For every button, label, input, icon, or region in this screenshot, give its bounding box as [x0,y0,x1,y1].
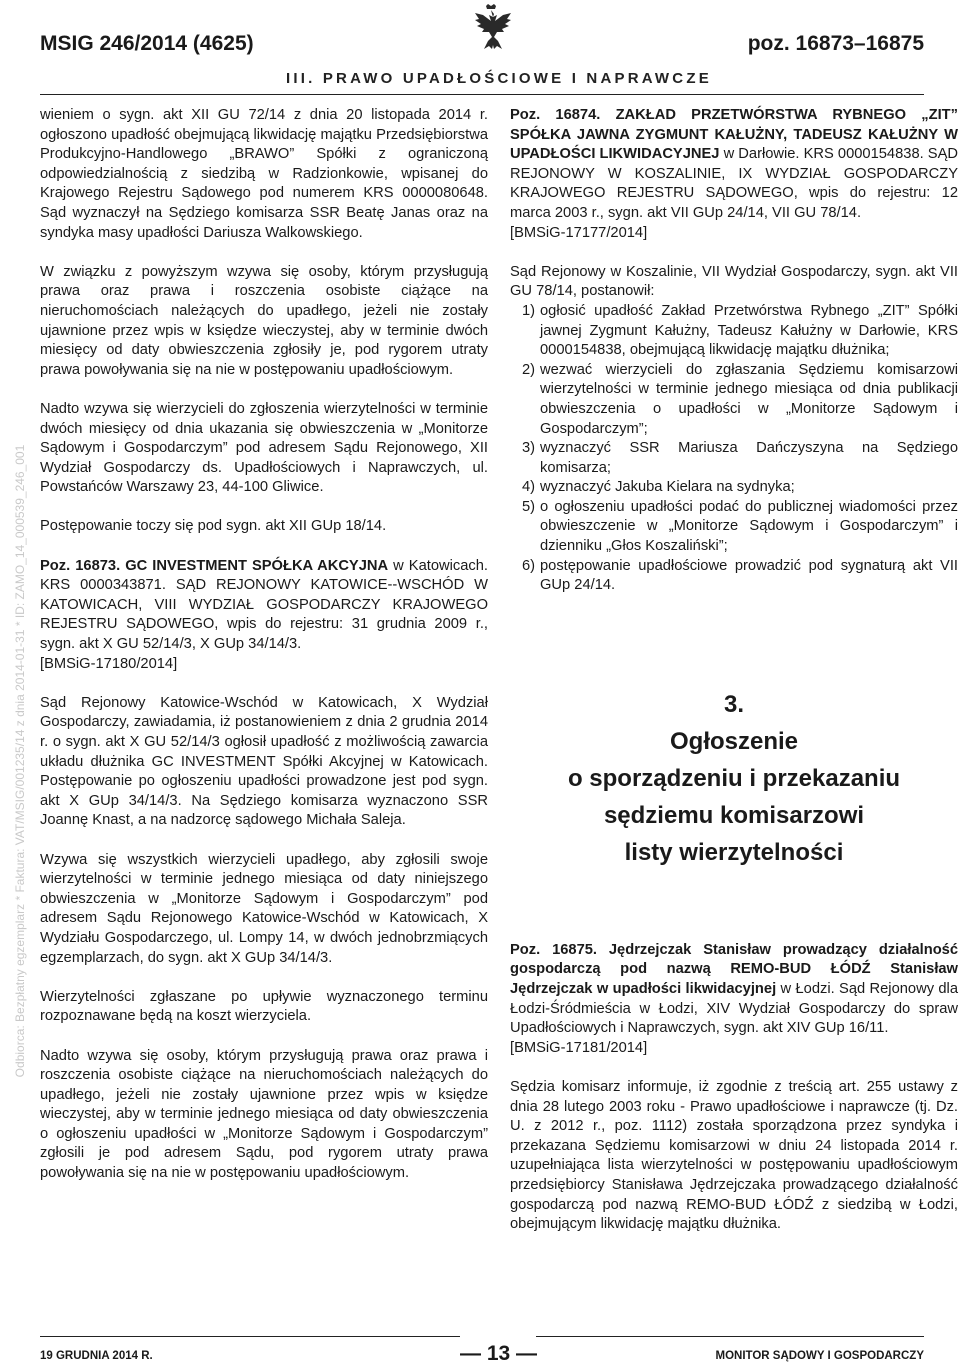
paragraph: Sędzia komisarz informuje, iż zgodnie z treścią art. 255 ustawy z dnia 28 lutego 2003 roku - Prawo upadłościowe i naprawcze (tj. Dz. U. z 2012 r., poz. 1112) została sporządzona przez syndyka i przekazana Sędziemu komisarzowi w dniu 24 listopada 2014 r. uzupełniająca lista wierzytelności w postępowaniu upadłościowym przedsiębiorcy Stanisława Jędrzejczaka prowadzącego działalność gospodarczą pod nazwą REMO-BUD ŁÓDŹ z siedzibą w Łodzi, obejmującym likwidację majątku dłużnika. [510,1079,958,1233]
entry-16874-title: Poz. 16874. ZAKŁAD PRZETWÓRSTWA RYBNEGO „ZIT” SPÓŁKA JAWNA ZYGMUNT KAŁUŻNY, TADEUSZ KAŁUŻNY W UPADŁOŚCI LIKWIDACYJNEJ [510,107,958,163]
right-column [510,106,958,1254]
entry-16873-title: Poz. 16873. GC INVESTMENT SPÓŁKA AKCYJNA [40,557,389,574]
entry-16875-details: w Łodzi. Sąd Rejonowy dla Łodzi-Śródmieścia w Łodzi, XIV Wydział Gospodarczy do spraw Upadłościowych i Naprawczych, sygn. akt XIV GUp 16/11. [510,981,958,1037]
list-item: 5) o ogłoszeniu upadłości podać do publicznej wiadomości przez obwieszczenie w „Monitorze Sądowym i Gospodarczym” i dzienniku „Głos Koszaliński”; [522,498,958,555]
entry-16875-heading [510,941,958,1039]
entry-16874-details: w Darłowie. KRS 0000154838. SĄD REJONOWY W KOSZALINIE, IX WYDZIAŁ GOSPODARCZY KRAJOWEGO REJESTRU SĄDOWEGO, wpis do rejestru: 12 marca 2003 r., sygn. akt VII GUp 24/14, VII GU 78/14. [510,146,958,221]
entry-16875-ref: [BMSiG-17181/2014] [510,1039,648,1056]
entry-16873-ref: [BMSiG-17180/2014] [40,655,178,672]
list-item: 6) postępowanie upadłościowe prowadzić pod sygnaturą akt VII GUp 24/14. [522,557,958,594]
paragraph: Wierzytelności zgłaszane po upływie wyznaczonego terminu rozpoznawane będą na koszt wierzyciela. [40,988,488,1025]
paragraph: Sąd Rejonowy w Koszalinie, VII Wydział Gospodarczy, sygn. akt VII GU 78/14, postanowił: [510,263,958,300]
left-column [40,106,488,1203]
list-item: 4) wyznaczyć Jakuba Kielara na sydnyka; [522,479,795,496]
header-divider [40,94,924,95]
footer-publication: MONITOR SĄDOWY I GOSPODARCZY [715,1350,924,1362]
paragraph: Nadto wzywa się osoby, którym przysługują prawa oraz prawa i roszczenia osobiste ciążące na nieruchomościach należących do upadłego, jeżeli nie zostały ujawnione przez wpis w księdze wieczystej, aby w terminie jednego miesiąca od daty obwieszczenia o ogłoszeniu upadłości w „Monitorze Sądowym i Gospodarczym” zgłosili je pod adresem Sądu, pod rygorem utraty prawa powoływania się na nie w postępowaniu upadłościowym. [40,1047,488,1182]
paragraph: Wzywa się wszystkich wierzycieli upadłego, aby zgłosili swoje wierzytelności w terminie jednego miesiąca od daty niniejszego obwieszczenia w „Monitorze Sądowym i Gospodarczym” pod adresem Sądu Rejonowego Katowice-Wschód w Katowicach, X Wydziału Gospodarczego, ul. Lompy 14, w dwóch jednobrzmiących egzemplarzach, do sygn. akt X GUp 34/14/3. [40,851,488,966]
paragraph: Postępowanie toczy się pod sygn. akt XII GUp 18/14. [40,518,387,535]
list-item: 2) wezwać wierzycieli do zgłaszania Sędziemu komisarzowi wierzytelności w terminie jednego miesiąca od dnia publikacji obwieszczenia o upadłości w „Monitorze Sądowym i Gospodarczym”; [522,361,958,437]
entry-16874-heading [510,106,958,224]
list-item: 3) wyznaczyć SSR Mariusza Dańczyszyna na Sędziego komisarza; [522,440,958,476]
page-number: — 13 — [460,1342,538,1365]
entry-16875-title: Poz. 16875. Jędrzejczak Stanisław prowadzący działalność gospodarczą pod nazwą REMO-BUD ŁÓDŹ Stanisław Jędrzejczak w upadłości likwidacyjnej [510,941,958,998]
announcement-heading: 3. Ogłoszenie o sporządzeniu i przekazaniu sędziemu komisarzowi listy wierzytelności [567,690,901,866]
entry-16874-ref: [BMSiG-17177/2014] [510,224,648,241]
header-positions: poz. 16873–16875 [747,32,924,55]
ruling-list [510,302,958,596]
section-title: III. PRAWO UPADŁOŚCIOWE I NAPRAWCZE [286,70,712,87]
paragraph: Nadto wzywa się wierzycieli do zgłoszenia wierzytelności w terminie dwóch miesięcy od dnia ukazania się obwieszczenia w „Monitorze Sądowym i Gospodarczym” pod adresem Sądu Rejonowego, XII Wydział Gospodarczy ds. Upadłościowych i Naprawczych, ul. Powstańców Warszawy 23, 44-100 Gliwice. [40,400,488,496]
list-item: 1) ogłosić upadłość Zakład Przetwórstwa Rybnego „ZIT” Spółki jawnej Zygmunt Kałużny, Tadeusz Kałużny w Darłowie, KRS 0000154838, obejmującą likwidację majątku dłużnika; [522,302,958,359]
footer-date: 19 GRUDNIA 2014 R. [40,1350,153,1362]
header-issue: MSIG 246/2014 (4625) [40,32,254,55]
entry-16873-heading [40,557,488,655]
footer-divider-left [40,1336,460,1337]
entry-16873-details: w Katowicach. KRS 0000343871. SĄD REJONOWY KATOWICE--WSCHÓD W KATOWICACH, VIII WYDZIAŁ GOSPODARCZY KRAJOWEGO REJESTRU SĄDOWEGO, wpis do rejestru: 31 grudnia 2009 r., sygn. akt X GU 52/14/3, X GUp 34/14/3. [40,557,488,653]
paragraph: W związku z powyższym wzywa się osoby, którym przysługują prawa oraz prawa i roszczenia osobiste ciążące na nieruchomościach należących do upadłego, jeżeli nie zostały ujawnione przez wpis w księdze wieczystej, aby w terminie dwóch miesięcy od daty obwieszczenia zgłosiły je, pod rygorem utraty prawa powoływania się na nie w postępowaniu upadłościowym. [40,263,488,378]
polish-eagle-icon [466,4,516,60]
side-watermark: Odbiorca: Bezpłatny egzemplarz * Faktura: VAT/MSIG/001235/14 z dnia 2014-01-31 * ID: ZAMO_14_000539_246_001 [13,444,27,1078]
paragraph: wieniem o sygn. akt XII GU 72/14 z dnia 20 listopada 2014 r. ogłoszono upadłość obejmującą likwidację majątku Przedsiębiorstwa Produkcyjno-Handlowego „BRAWO” Spółki z ograniczoną odpowiedzialnością z siedzibą w Radzionkowie, wpisanej do Krajowego Rejestru Sądowego pod numerem KRS 0000080648. Sąd wyznaczył na Sędziego komisarza SSR Beatę Janas oraz na syndyka masy upadłości Dariusza Walkowskiego. [40,107,488,241]
paragraph: Sąd Rejonowy Katowice-Wschód w Katowicach, X Wydział Gospodarczy, zawiadamia, iż postanowieniem z dnia 2 grudnia 2014 r. o sygn. akt X GU 52/14/3 ogłosił upadłość z możliwością zawarcia układu dłużnika GC INVESTMENT Spółki Akcyjnej w Katowicach. Postępowanie po ogłoszeniu upadłości prowadzone jest pod sygn. akt X GUp 34/14/3. Na Sędziego komisarza wyznaczono SSR Joannę Knast, a na nadzorcę sądowego Michała Saleja. [40,694,488,829]
footer-divider-right [536,1336,924,1337]
